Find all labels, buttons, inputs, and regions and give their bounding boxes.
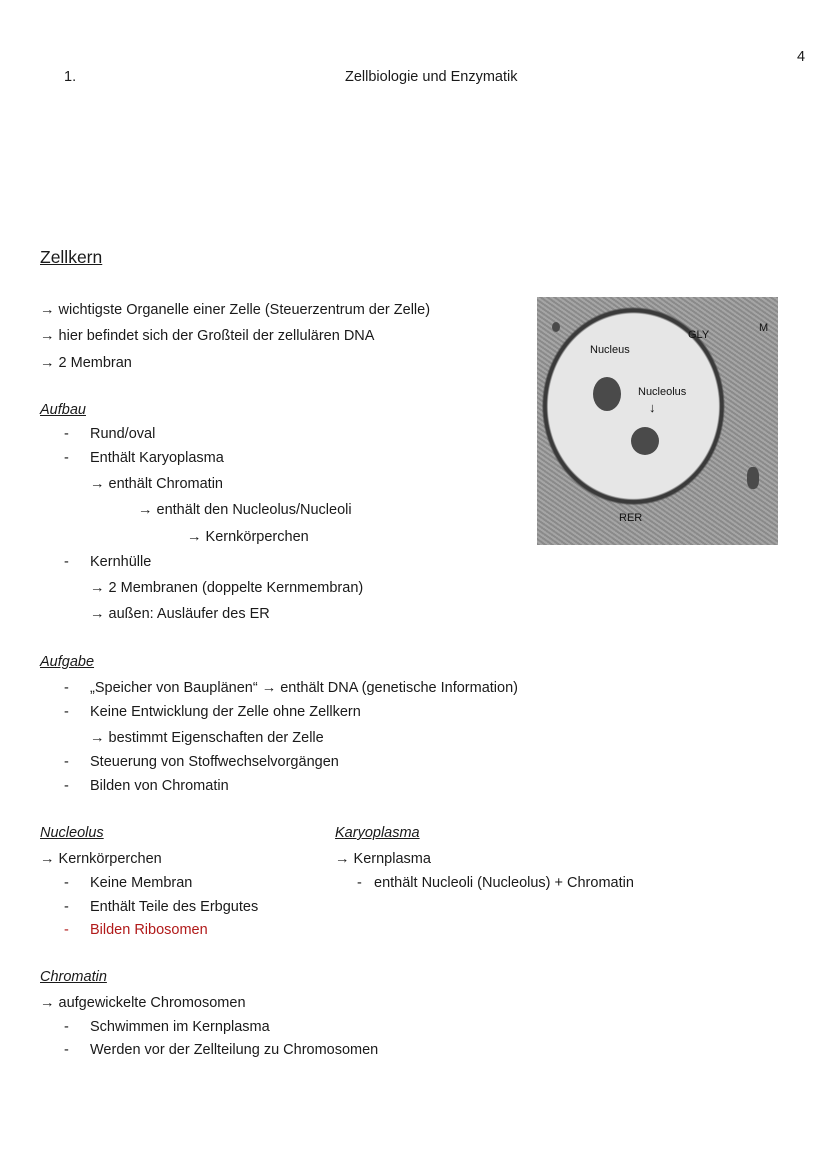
list-item: → 2 Membranen (doppelte Kernmembran) [90,580,364,596]
list-item: „Speicher von Bauplänen“ → enthält DNA (genetische Information) [90,680,518,696]
bullet-dash: - [64,875,69,891]
list-item: → Kernkörperchen [187,529,309,545]
intro-line: → 2 Membran [40,355,132,371]
intro-line: → wichtigste Organelle einer Zelle (Steuerzentrum der Zelle) [40,302,431,318]
heading-nucleolus: Nucleolus [40,825,104,841]
list-item: Rund/oval [90,426,156,442]
label-rer: RER [619,512,643,524]
list-item: Keine Entwicklung der Zelle ohne Zellkern [90,704,361,720]
label-gly: GLY [688,329,710,341]
label-nucleolus: Nucleolus [638,386,687,398]
list-item: Enthält Teile des Erbgutes [90,899,259,915]
bullet-dash: - [64,899,69,915]
heading-aufgabe: Aufgabe [40,654,95,670]
list-item-highlight: Bilden Ribosomen [90,922,208,938]
bullet-dash: - [64,778,69,794]
heading-karyoplasma: Karyoplasma [335,825,420,841]
list-item: Enthält Karyoplasma [90,450,224,466]
list-item: Schwimmen im Kernplasma [90,1019,270,1035]
list-item: Bilden von Chromatin [90,778,229,794]
list-item: Kernhülle [90,554,152,570]
arrow-icon: ↓ [649,400,656,415]
list-item: Steuerung von Stoffwechselvorgängen [90,754,339,770]
label-m: M [759,322,769,334]
bullet-dash: - [64,680,69,696]
bullet-dash: - [64,426,69,442]
label-nucleus: Nucleus [590,344,630,356]
bullet-dash: - [64,1042,69,1058]
list-item: Keine Membran [90,875,193,891]
chapter-title: Zellbiologie und Enzymatik [345,69,518,85]
bullet-dash: - [64,754,69,770]
nucleolus-lead: → Kernkörperchen [40,851,162,867]
bullet-dash: - [64,1019,69,1035]
list-item: → enthält den Nucleolus/Nucleoli [138,502,352,518]
section-title: Zellkern [40,247,103,267]
list-item: → enthält Chromatin [90,476,223,492]
list-item: → außen: Ausläufer des ER [90,606,270,622]
micrograph-nucleus [537,297,778,545]
bullet-dash: - [64,554,69,570]
heading-chromatin: Chromatin [40,969,107,985]
bullet-dash: - [357,875,362,891]
heading-aufbau: Aufbau [40,402,86,418]
bullet-dash: - [64,450,69,466]
bullet-dash: - [64,922,69,938]
intro-line: → hier befindet sich der Großteil der zellulären DNA [40,328,375,344]
chromatin-lead: → aufgewickelte Chromosomen [40,995,246,1011]
chapter-number: 1. [64,69,77,85]
list-item: Werden vor der Zellteilung zu Chromosomen [90,1042,379,1058]
karyoplasma-lead: → Kernplasma [335,851,431,867]
page-number: 4 [797,49,806,65]
list-item: → bestimmt Eigenschaften der Zelle [90,730,324,746]
bullet-dash: - [64,704,69,720]
list-item: enthält Nucleoli (Nucleolus) + Chromatin [374,875,634,891]
